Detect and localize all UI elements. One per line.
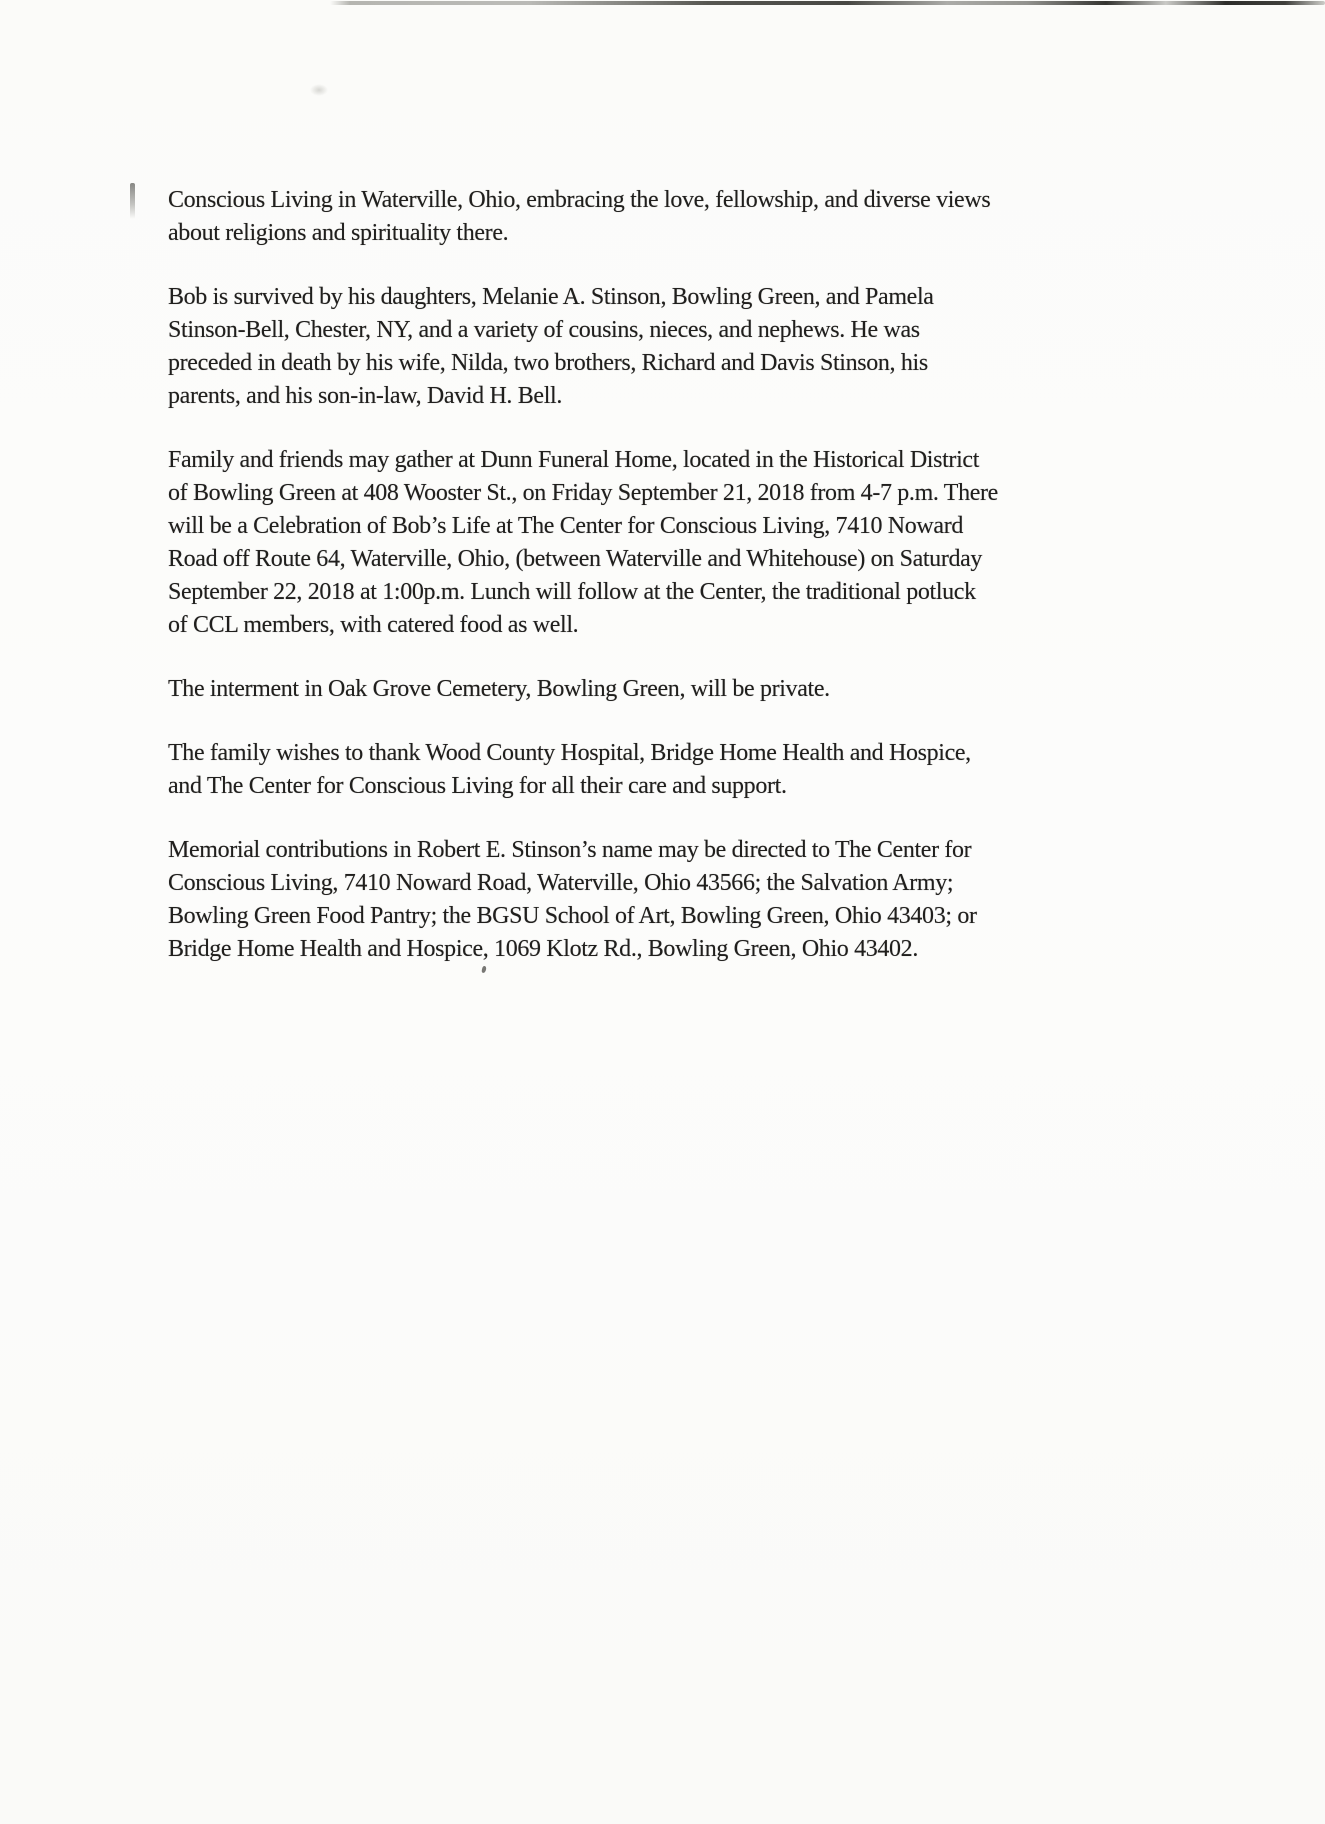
obituary-text [168, 184, 1148, 997]
text-line: The family wishes to thank Wood County Hospital, Bridge Home Health and Hospice, [168, 740, 971, 766]
paragraph [168, 184, 1148, 250]
text-line: Road off Route 64, Waterville, Ohio, (between Waterville and Whitehouse) on Saturday [168, 546, 983, 572]
text-line: Memorial contributions in Robert E. Stinson’s name may be directed to The Center for [168, 837, 972, 863]
text-line: Bob is survived by his daughters, Melanie A. Stinson, Bowling Green, and Pamela [168, 284, 934, 310]
scan-edge-artifact [330, 1, 1325, 5]
paragraph [168, 737, 1148, 803]
text-line: Bridge Home Health and Hospice, 1069 Klotz Rd., Bowling Green, Ohio 43402. [168, 936, 918, 962]
text-line: and The Center for Conscious Living for all their care and support. [168, 773, 787, 799]
scan-margin-mark-artifact [130, 183, 135, 219]
text-line: parents, and his son-in-law, David H. Bell. [168, 383, 562, 409]
text-line: will be a Celebration of Bob’s Life at The Center for Conscious Living, 7410 Noward [168, 513, 964, 539]
text-line: of Bowling Green at 408 Wooster St., on Friday September 21, 2018 from 4-7 p.m. There [168, 480, 998, 506]
scan-smudge-artifact [310, 84, 328, 96]
text-line: The interment in Oak Grove Cemetery, Bowling Green, will be private. [168, 676, 830, 702]
text-line: of CCL members, with catered food as well. [168, 612, 579, 638]
paragraph [168, 444, 1148, 642]
paragraph [168, 834, 1148, 966]
text-line: Bowling Green Food Pantry; the BGSU School of Art, Bowling Green, Ohio 43403; or [168, 903, 977, 929]
text-line: preceded in death by his wife, Nilda, two brothers, Richard and Davis Stinson, his [168, 350, 928, 376]
paragraph [168, 673, 1148, 706]
text-line: about religions and spirituality there. [168, 220, 509, 246]
text-line: September 22, 2018 at 1:00p.m. Lunch will follow at the Center, the traditional potluck [168, 579, 976, 605]
paragraph [168, 281, 1148, 413]
text-line: Stinson-Bell, Chester, NY, and a variety of cousins, nieces, and nephews. He was [168, 317, 920, 343]
text-line: Family and friends may gather at Dunn Funeral Home, located in the Historical District [168, 447, 980, 473]
text-line: Conscious Living in Waterville, Ohio, embracing the love, fellowship, and diverse views [168, 187, 991, 213]
text-line: Conscious Living, 7410 Noward Road, Waterville, Ohio 43566; the Salvation Army; [168, 870, 954, 896]
